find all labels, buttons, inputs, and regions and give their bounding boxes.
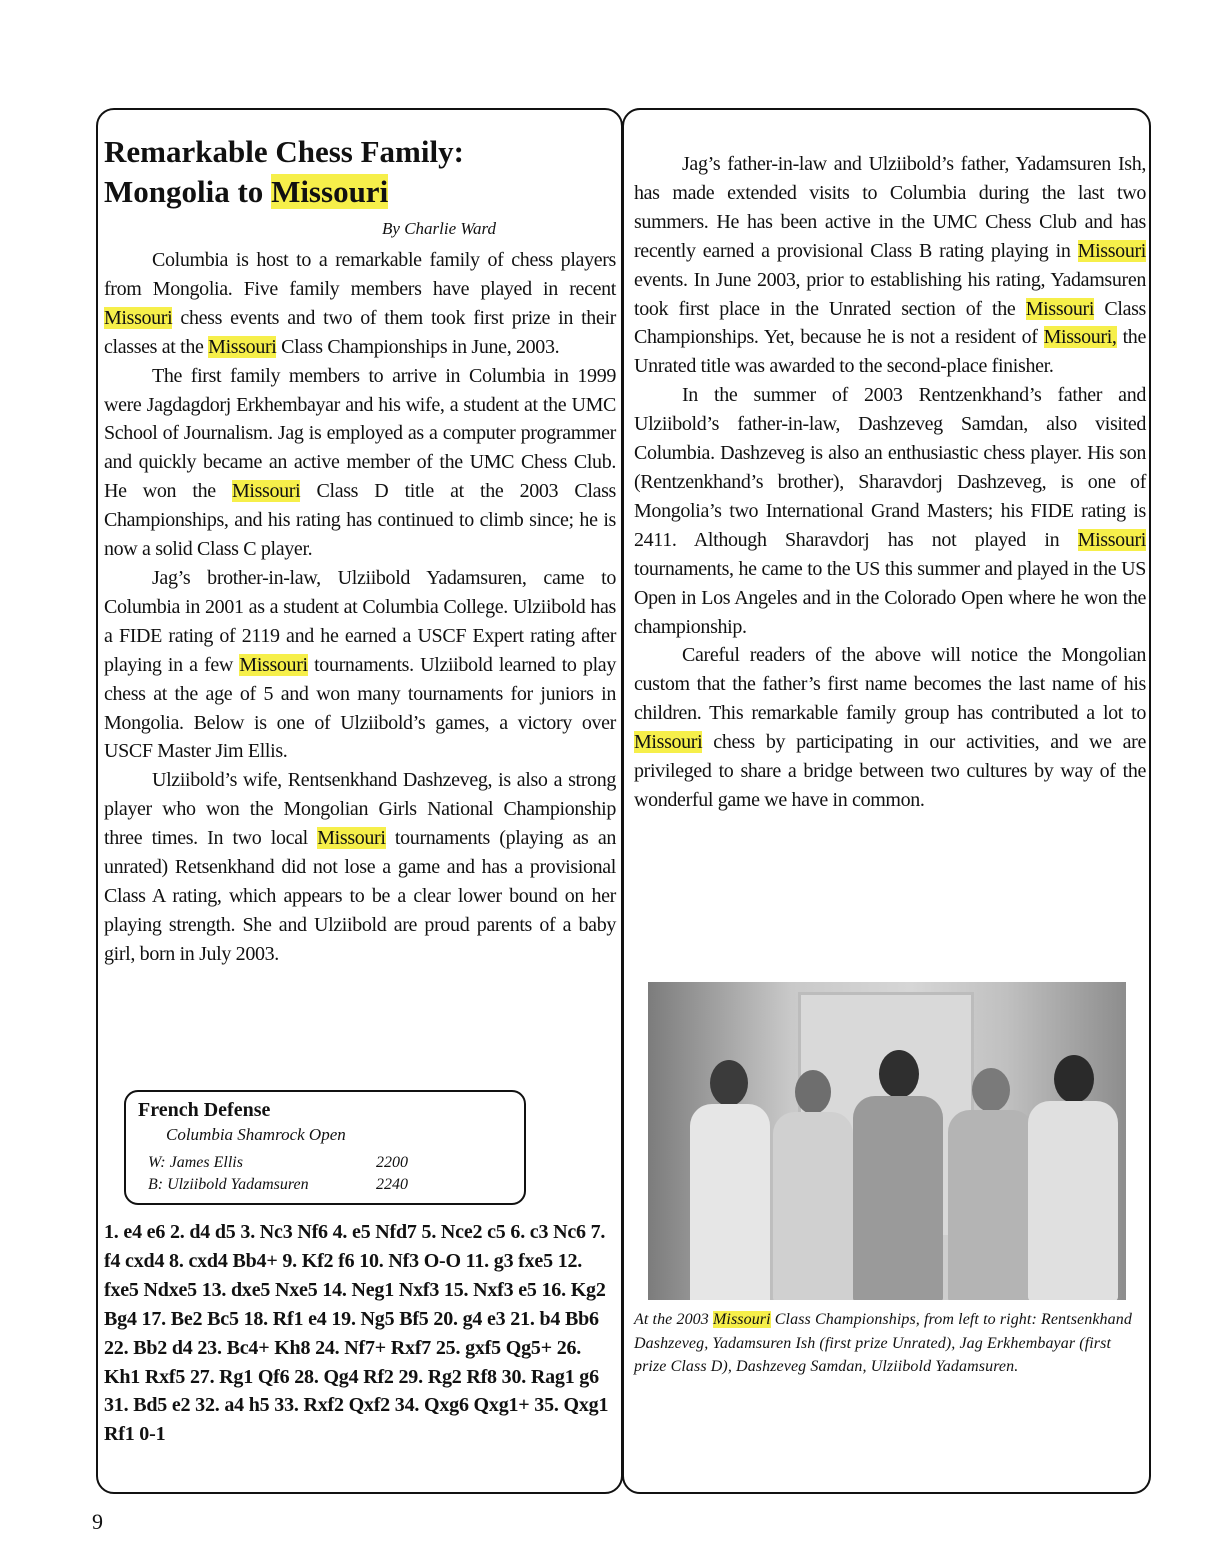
left-paragraph-4: Ulziibold’s wife, Rentsenkhand Dashzeveg, is also a strong player who won the Mongolian Girls National Championship three times. In two local Missouri tournaments (playing as an unrated) Retsenkhand did not lose a game and has a provisional Class A rating, which appears to be a clear lower bound on her playing strength. She and Ulziibold are proud parents of a baby girl, born in July 2003. bbox=[104, 769, 616, 965]
black-rating: 2240 bbox=[376, 1176, 408, 1193]
photo-caption: At the 2003 Missouri Class Championships, from left to right: Rentsenkhand Dashzeveg, Yadamsuren Ish (first prize Unrated), Jag Erkhembayar (first prize Class D), Dashzeveg Samdan, Ulziibold Yadamsuren. bbox=[634, 1311, 1132, 1375]
left-paragraph-2: The first family members to arrive in Columbia in 1999 were Jagdagdorj Erkhembayar and his wife, a student at the UMC School of Journalism. Jag is employed as a computer programmer and quickly became an active member of the UMC Chess Club. He won the Missouri Class D title at the 2003 Class Championships, and his rating has continued to climb since; he is now a solid Class C player. bbox=[104, 364, 616, 561]
right-column bbox=[634, 150, 1146, 815]
title-line-1: Remarkable Chess Family: bbox=[104, 134, 464, 169]
left-paragraph-3: Jag’s brother-in-law, Ulziibold Yadamsuren, came to Columbia in 2001 as a student at Columbia College. Ulziibold has a FIDE rating of 2119 and he earned a USCF Expert rating after playing in a few Missouri tournaments. Ulziibold learned to play chess at the age of 5 and won many tournaments for juniors in Mongolia. Below is one of Ulziibold’s games, a victory over USCF Master Jim Ellis. bbox=[104, 566, 616, 763]
event-name: Columbia Shamrock Open bbox=[166, 1125, 346, 1144]
game-moves: 1. e4 e6 2. d4 d5 3. Nc3 Nf6 4. e5 Nfd7 5. Nce2 c5 6. c3 Nc6 7. f4 cxd4 8. cxd4 Bb4+ 9. Kf2 f6 10. Nf3 O-O 11. g3 fxe5 12. fxe5 Ndxe5 13. dxe5 Nxe5 14. Neg1 Nxf3 15. Nxf3 e5 16. Kg2 Bg4 17. Be2 Bc5 18. Rf1 e4 19. Ng5 Bf5 20. g4 e3 21. b4 Bb6 22. Bb2 d4 23. Bc4+ Kh8 24. Nf7+ Rxf7 25. gxf5 Qg5+ 26. Kh1 Rxf5 27. Rg1 Qf6 28. Qg4 Rf2 29. Rg2 Rf8 30. Rag1 g6 31. Bd5 e2 32. a4 h5 33. Rxf2 Qxf2 34. Qxg6 Qxg1+ 35. Qxg1 Rf1 0-1 bbox=[104, 1221, 609, 1446]
article-title bbox=[104, 132, 616, 212]
right-paragraph-1: Jag’s father-in-law and Ulziibold’s father, Yadamsuren Ish, has made extended visits to Columbia during the last two summers. He has been active in the UMC Chess Club and has recently earned a provisional Class B rating playing in Missouri events. In June 2003, prior to establishing his rating, Yadamsuren took first place in the Unrated section of the Missouri Class Championships. Yet, because he is not a resident of Missouri, the Unrated title was awarded to the second-place finisher. bbox=[634, 153, 1146, 378]
right-paragraph-3: Careful readers of the above will notice the Mongolian custom that the father’s first name becomes the last name of his children. This remarkable family group has contributed a lot to Missouri chess by participating in our activities, and we are privileged to share a bridge between two cultures by way of the wonderful game we have in common. bbox=[634, 644, 1146, 811]
black-player-row bbox=[138, 1174, 512, 1196]
left-column bbox=[104, 132, 616, 969]
right-paragraph-2: In the summer of 2003 Rentzenkhand’s father and Ulziibold’s father-in-law, Dashzeveg Samdan, also visited Columbia. Dashzeveg is also an enthusiastic chess player. His son (Rentzenkhand’s brother), Sharavdorj Dashzeveg, is one of Mongolia’s two International Grand Masters; his FIDE rating is 2411. Although Sharavdorj has not played in Missouri tournaments, he came to the US this summer and played in the US Open in Los Angeles and in the Colorado Open where he won the championship. bbox=[634, 384, 1146, 638]
title-line-2: Mongolia to bbox=[104, 174, 272, 209]
group-photo-icon bbox=[648, 982, 1126, 1300]
white-player: W: James Ellis bbox=[148, 1154, 243, 1171]
left-paragraph-1: Columbia is host to a remarkable family of chess players from Mongolia. Five family members have played in recent Missouri chess events and two of them took first prize in their classes at the Missouri Class Championships in June, 2003. bbox=[104, 249, 616, 358]
game-header-box bbox=[124, 1090, 526, 1205]
opening-name: French Defense bbox=[138, 1099, 271, 1121]
page-number: 9 bbox=[92, 1509, 103, 1534]
white-player-row bbox=[138, 1152, 512, 1174]
title-highlight: Missouri bbox=[271, 174, 389, 209]
white-rating: 2200 bbox=[376, 1154, 408, 1171]
byline: By Charlie Ward bbox=[382, 219, 496, 238]
black-player: B: Ulziibold Yadamsuren bbox=[148, 1176, 309, 1193]
